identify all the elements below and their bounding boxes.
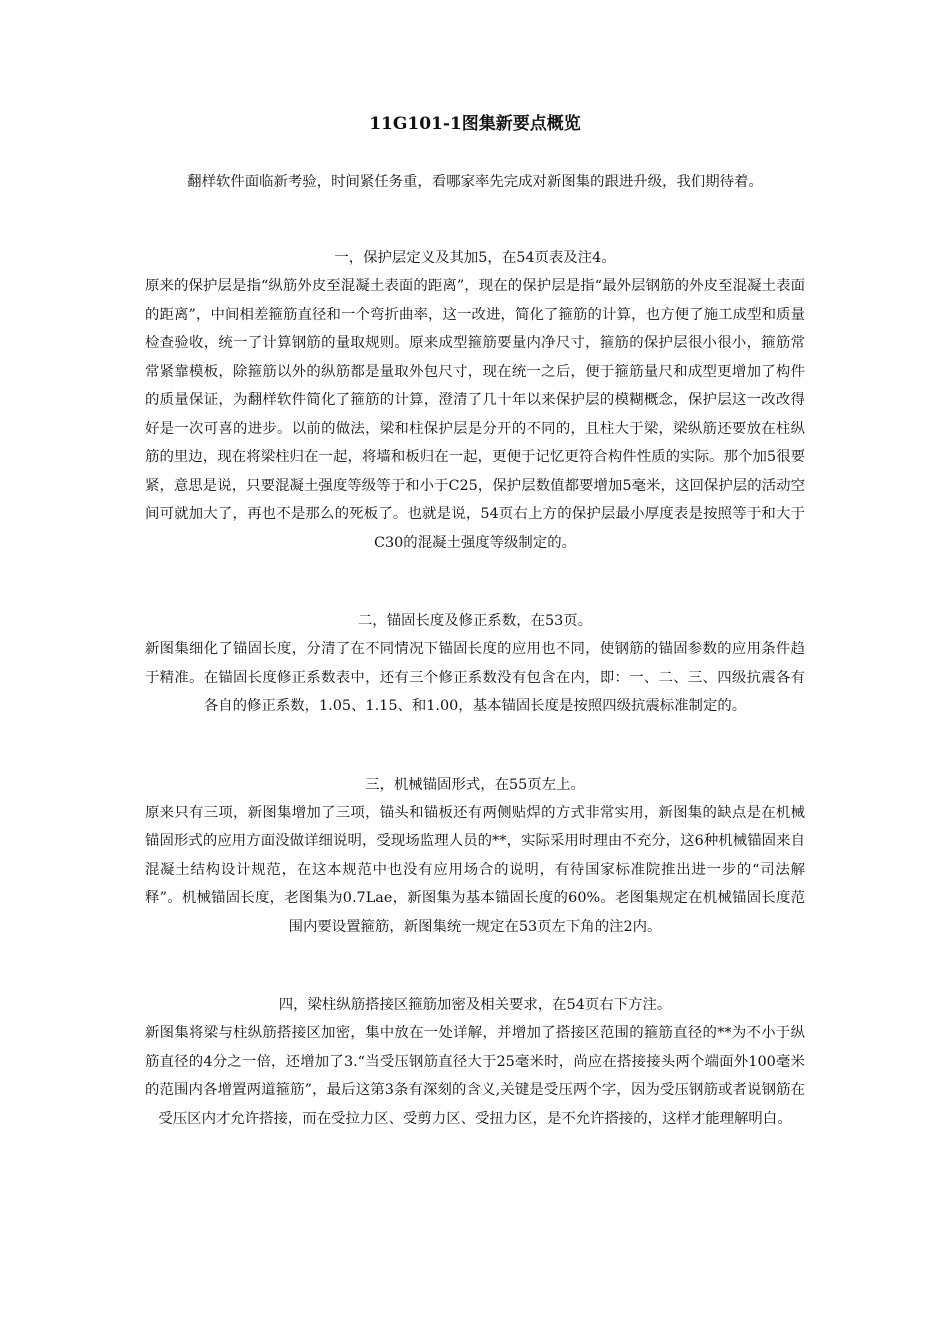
section-heading: 三，机械锚固形式，在55页左上。 (365, 776, 585, 793)
section-body: 新图集将梁与柱纵筋搭接区加密，集中放在一处详解，并增加了搭接区范围的箍筋直径的**为不小于纵筋直径的4分之一倍，还增加了3.“当受压钢筋直径大于25毫米时，尚应在搭接接头两个端面外100毫米的范围内各增置两道箍筋”，最后这第3条有深刻的含义,关键是受压两个字，因为受压钢筋或者说钢筋在受压区内才允许搭接，而在受拉力区、受剪力区、受扭力区，是不允许搭接的，这样才能理解明白。 (145, 1025, 805, 1127)
section-protective-layer (145, 244, 805, 557)
intro-paragraph: 翻样软件面临新考验，时间紧任务重，看哪家率先完成对新图集的跟进升级，我们期待着。 (187, 174, 763, 190)
section-heading: 四，梁柱纵筋搭接区箍筋加密及相关要求，在54页右下方注。 (278, 997, 672, 1013)
document-title: 11G101-1图集新要点概览 (369, 114, 581, 134)
section-mechanical-anchorage (145, 771, 805, 942)
section-lap-splice-stirrups (145, 991, 805, 1133)
document-page (145, 110, 805, 1183)
section-body: 原来只有三项，新图集增加了三项，锚头和锚板还有两侧贴焊的方式非常实用，新图集的缺点是在机械锚固形式的应用方面没做详细说明，受现场监理人员的**，实际采用时理由不充分，这6种机械锚固来自混凝土结构设计规范，在这本规范中也没有应用场合的说明，有待国家标准院推出进一步的“司法解释”。机械锚固长度，老图集为0.7Lae，新图集为基本锚固长度的60%。老图集规定在机械锚固长度范围内要设置箍筋，新图集统一规定在53页左下角的注2内。 (145, 804, 805, 935)
section-body: 新图集细化了锚固长度，分清了在不同情况下锚固长度的应用也不同，使钢筋的锚固参数的应用条件趋于精准。在锚固长度修正系数表中，还有三个修正系数没有包含在内，即：一、二、三、四级抗震各有各自的修正系数，1.05、1.15、和1.00，基本锚固长度是按照四级抗震标准制定的。 (145, 641, 805, 714)
section-body: 原来的保护层是指“纵筋外皮至混凝土表面的距离”，现在的保护层是指“最外层钢筋的外皮至混凝土表面的距离”，中间相差箍筋直径和一个弯折曲率，这一改进，简化了箍筋的计算，也方便了施工成型和质量检查验收，统一了计算钢筋的量取规则。原来成型箍筋要量内净尺寸，箍筋的保护层很小很小，箍筋常常紧靠模板，除箍筋以外的纵筋都是量取外包尺寸，现在统一之后，便于箍筋量尺和成型更增加了构件的质量保证，为翻样软件简化了箍筋的计算，澄清了几十年以来保护层的模糊概念，保护层这一改改得好是一次可喜的进步。以前的做法，梁和柱保护层是分开的不同的，且柱大于梁，梁纵筋还要放在柱纵筋的里边，现在将梁柱归在一起，将墙和板归在一起，更便于记忆更符合构件性质的实际。那个加5很要紧，意思是说，只要混凝土强度等级等于和小于C25，保护层数值都要增加5毫米，这回保护层的活动空间可就加大了，再也不是那么的死板了。也就是说，54页右上方的保护层最小厚度表是按照等于和大于C30的混凝土强度等级制定的。 (145, 278, 805, 551)
section-anchorage-length (145, 607, 805, 721)
section-heading: 一，保护层定义及其加5，在54页表及注4。 (334, 250, 616, 266)
section-heading: 二，锚固长度及修正系数，在53页。 (357, 613, 593, 629)
